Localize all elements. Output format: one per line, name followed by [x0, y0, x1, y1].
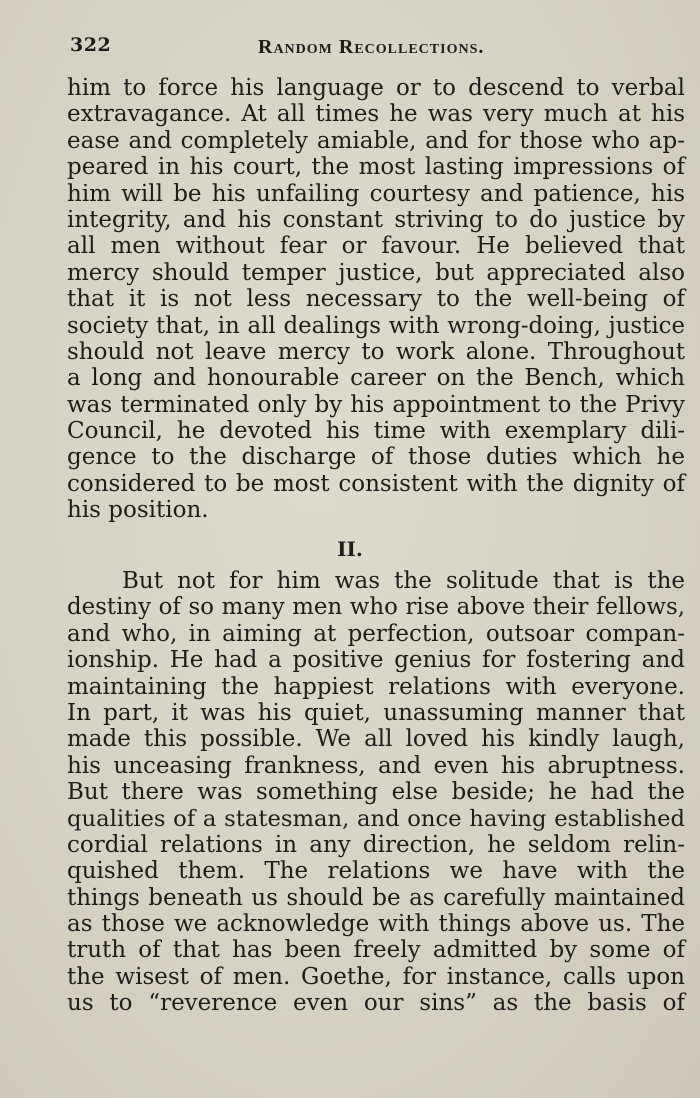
- text-line: his position.: [67, 497, 209, 524]
- text-line: qualities of a statesman, and once having established: [67, 805, 685, 832]
- text-line: a long and honourable career on the Bench, which: [67, 365, 685, 392]
- running-head: [70, 30, 686, 64]
- text-line: that it is not less necessary to the well-being of: [67, 286, 685, 313]
- text-line: the wisest of men. Goethe, for instance, calls upon: [67, 963, 685, 990]
- text-line: ionship. He had a positive genius for fostering and: [67, 647, 685, 674]
- text-line: destiny of so many men who rise above their fellows,: [67, 594, 685, 621]
- paragraph-2: [67, 568, 685, 1017]
- text-line: quished them. The relations we have with the: [67, 858, 685, 885]
- page-number: 322: [70, 34, 112, 56]
- text-line: made this possible. We all loved his kindly laugh,: [67, 726, 685, 753]
- text-line: integrity, and his constant striving to do justice by: [67, 206, 685, 233]
- text-line: truth of that has been freely admitted by some of: [67, 937, 685, 964]
- text-line: him will be his unfailing courtesy and patience, his: [67, 180, 685, 207]
- text-line: as those we acknowledge with things above us. The: [67, 911, 685, 938]
- text-line: was terminated only by his appointment to the Privy: [67, 391, 685, 418]
- text-line: all men without fear or favour. He believed that: [67, 233, 685, 260]
- text-line: extravagance. At all times he was very much at his: [67, 101, 685, 128]
- text-line: him to force his language or to descend to verbal: [67, 75, 685, 101]
- text-line: should not leave mercy to work alone. Throughout: [67, 338, 685, 365]
- text-line: and who, in aiming at perfection, outsoar compan-: [67, 620, 685, 647]
- text-line: peared in his court, the most lasting impressions of: [67, 154, 685, 181]
- text-line: considered to be most consistent with the dignity of: [67, 470, 685, 497]
- running-title: Random Recollections.: [258, 36, 485, 58]
- text-line: maintaining the happiest relations with everyone.: [67, 673, 685, 700]
- text-line: ease and completely amiable, and for those who ap-: [67, 127, 685, 154]
- text-line: But not for him was the solitude that is the: [122, 568, 685, 594]
- text-line: society that, in all dealings with wrong-doing, justice: [67, 312, 685, 339]
- text-line: his unceasing frankness, and even his abruptness.: [67, 752, 685, 779]
- text-line: gence to the discharge of those duties which he: [67, 444, 685, 471]
- paragraph-1: [67, 75, 685, 524]
- section-number: II.: [337, 537, 363, 561]
- text-line: mercy should temper justice, but appreciated also: [67, 259, 685, 286]
- text-line: us to “reverence even our sins” as the basis of: [67, 990, 685, 1017]
- text-line: But there was something else beside; he had the: [67, 779, 685, 806]
- text-line: In part, it was his quiet, unassuming manner that: [67, 699, 685, 726]
- text-line: Council, he devoted his time with exemplary dili-: [67, 418, 685, 445]
- text-line: cordial relations in any direction, he seldom relin-: [67, 831, 685, 858]
- text-line: things beneath us should be as carefully maintained: [67, 884, 685, 911]
